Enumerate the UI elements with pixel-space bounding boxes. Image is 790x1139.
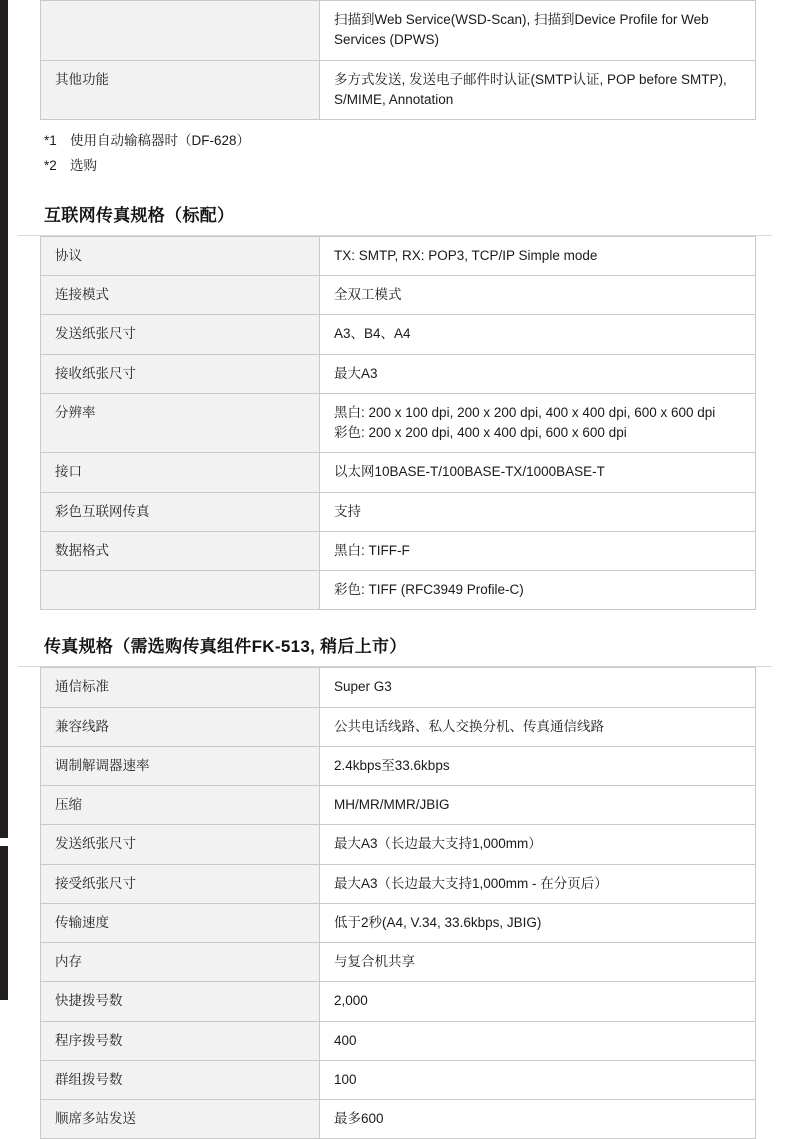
table-row: [41, 668, 756, 707]
table-row: [41, 236, 756, 275]
row-label: 接受纸张尺寸: [41, 864, 320, 903]
row-label: [41, 1, 320, 61]
value-line: Super G3: [334, 679, 392, 695]
row-value: [320, 1, 756, 61]
internet-fax-spec-table: [40, 236, 756, 611]
table-row: [41, 982, 756, 1021]
row-label: 压缩: [41, 786, 320, 825]
table-row: [41, 1, 756, 61]
row-label: 协议: [41, 236, 320, 275]
value-line: 黑白: 200 x 100 dpi, 200 x 200 dpi, 400 x 400 dpi, 600 x 600 dpi: [334, 404, 716, 420]
top-table-wrap: [40, 0, 772, 120]
table-row: [41, 903, 756, 942]
row-value: [320, 453, 756, 492]
value-line: 支持: [334, 503, 361, 519]
row-label: 群组拨号数: [41, 1060, 320, 1099]
row-label: 发送纸张尺寸: [41, 825, 320, 864]
row-value: [320, 276, 756, 315]
row-value: [320, 1060, 756, 1099]
table-row: [41, 746, 756, 785]
value-line: 多方式发送, 发送电子邮件时认证(SMTP认证, POP before SMTP),: [334, 71, 727, 87]
table-row: [41, 707, 756, 746]
table-row: [41, 315, 756, 354]
value-line: 全双工模式: [334, 287, 402, 303]
row-label: 通信标准: [41, 668, 320, 707]
footnote-mark: *2: [44, 157, 57, 173]
row-value: [320, 746, 756, 785]
row-value: [320, 943, 756, 982]
footnote-item: [44, 154, 772, 179]
value-line: 2.4kbps至33.6kbps: [334, 757, 450, 773]
table-row: [41, 943, 756, 982]
row-label: 程序拨号数: [41, 1021, 320, 1060]
table-row: [41, 60, 756, 120]
row-value: [320, 668, 756, 707]
value-line: Services (DPWS): [334, 32, 440, 48]
table-row: [41, 1021, 756, 1060]
fax-spec-table: [40, 667, 756, 1139]
table-row: [41, 864, 756, 903]
row-label: 连接模式: [41, 276, 320, 315]
value-line: 最大A3（长边最大支持1,000mm - 在分页后）: [334, 875, 608, 891]
row-label: 快捷拨号数: [41, 982, 320, 1021]
footnotes: [44, 129, 772, 179]
row-value: [320, 60, 756, 120]
value-line: TX: SMTP, RX: POP3, TCP/IP Simple mode: [334, 247, 598, 263]
value-line: 400: [334, 1032, 357, 1048]
row-value: [320, 315, 756, 354]
value-line: 2,000: [334, 993, 368, 1009]
row-label: 调制解调器速率: [41, 746, 320, 785]
value-line: 以太网10BASE-T/100BASE-TX/1000BASE-T: [334, 464, 605, 480]
row-label: 发送纸张尺寸: [41, 315, 320, 354]
row-label: [41, 571, 320, 610]
section-title-fax: 传真规格（需选购传真组件FK-513, 稍后上市）: [18, 632, 772, 667]
row-value: [320, 903, 756, 942]
footnote-mark: *1: [44, 133, 57, 148]
row-label: 传输速度: [41, 903, 320, 942]
row-value: [320, 1100, 756, 1139]
row-label: 顺席多站发送: [41, 1100, 320, 1139]
row-label: 彩色互联网传真: [41, 492, 320, 531]
row-value: [320, 825, 756, 864]
value-line: 彩色: TIFF (RFC3949 Profile-C): [334, 582, 524, 598]
value-line: 黑白: TIFF-F: [334, 542, 410, 558]
row-value: [320, 571, 756, 610]
value-line: 公共电话线路、私人交换分机、传真通信线路: [334, 718, 604, 734]
value-line: S/MIME, Annotation: [334, 91, 454, 107]
scan-spec-table: [40, 0, 756, 120]
value-line: MH/MR/MMR/JBIG: [334, 797, 450, 813]
internet-fax-table-wrap: [40, 236, 772, 611]
row-value: [320, 393, 756, 453]
row-value: [320, 354, 756, 393]
table-row: [41, 786, 756, 825]
value-line: 扫描到Web Service(WSD-Scan), 扫描到Device Profile for Web: [334, 12, 709, 27]
row-label: 数据格式: [41, 531, 320, 570]
value-line: 最大A3: [334, 365, 378, 381]
row-value: [320, 707, 756, 746]
table-row: [41, 393, 756, 453]
value-line: 100: [334, 1071, 357, 1087]
row-label: 接口: [41, 453, 320, 492]
table-row: [41, 825, 756, 864]
footnote-item: [44, 129, 772, 154]
row-label: 接收纸张尺寸: [41, 354, 320, 393]
row-value: [320, 531, 756, 570]
row-value: [320, 786, 756, 825]
row-value: [320, 982, 756, 1021]
fax-table-wrap: [40, 667, 772, 1139]
table-row: [41, 354, 756, 393]
row-label: 分辨率: [41, 393, 320, 453]
value-line: 最多600: [334, 1111, 384, 1127]
table-row: [41, 276, 756, 315]
section-title-internet-fax: 互联网传真规格（标配）: [18, 201, 772, 236]
footnote-text: 使用自动输稿器时（DF-628）: [70, 133, 251, 148]
table-row: [41, 531, 756, 570]
row-label: 内存: [41, 943, 320, 982]
value-line: 最大A3（长边最大支持1,000mm）: [334, 836, 542, 852]
table-row: [41, 492, 756, 531]
footnote-text: 选购: [70, 157, 97, 173]
table-row: [41, 1100, 756, 1139]
value-line: 彩色: 200 x 200 dpi, 400 x 400 dpi, 600 x 600 dpi: [334, 425, 627, 441]
row-value: [320, 1021, 756, 1060]
value-line: 与复合机共享: [334, 954, 415, 970]
row-value: [320, 864, 756, 903]
table-row: [41, 453, 756, 492]
value-line: 低于2秒(A4, V.34, 33.6kbps, JBIG): [334, 914, 542, 930]
value-line: A3、B4、A4: [334, 326, 411, 342]
table-row: [41, 571, 756, 610]
row-value: [320, 492, 756, 531]
table-row: [41, 1060, 756, 1099]
row-label: 兼容线路: [41, 707, 320, 746]
row-value: [320, 236, 756, 275]
row-label: 其他功能: [41, 60, 320, 120]
